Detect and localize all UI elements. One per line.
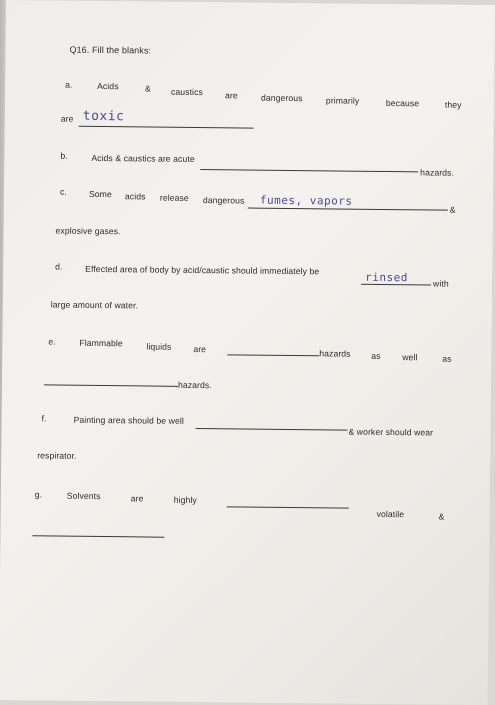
item-c-blank[interactable]: [248, 208, 448, 211]
item-f-blank[interactable]: [196, 428, 348, 431]
item-c-word: dangerous: [202, 195, 245, 206]
item-g-after-word: volatile: [376, 508, 405, 520]
item-c-word: release: [159, 192, 189, 203]
item-a-answer[interactable]: toxic: [82, 108, 125, 125]
item-a-blank[interactable]: [79, 126, 254, 129]
item-a-word: are: [224, 90, 238, 101]
item-g-word: Solvents: [66, 490, 101, 502]
item-c-answer[interactable]: fumes, vapors: [259, 193, 353, 208]
item-a-line2: are: [60, 113, 74, 124]
item-d-marker: d.: [55, 261, 63, 272]
item-d-answer[interactable]: rinsed: [365, 270, 408, 285]
item-c-word: acids: [124, 191, 146, 202]
item-e-blank-2[interactable]: [44, 384, 178, 386]
item-a-word: because: [385, 97, 420, 109]
item-f-marker: f.: [41, 413, 47, 424]
item-b-end: hazards.: [420, 167, 455, 178]
item-g-marker: g.: [34, 489, 43, 500]
item-c-word: Some: [88, 188, 112, 200]
item-a-word: Acids: [97, 80, 119, 92]
item-a-word: they: [444, 99, 462, 110]
item-a-word: dangerous: [260, 92, 303, 104]
item-e-word: liquids: [146, 341, 172, 352]
item-g-word: are: [130, 493, 144, 504]
item-e-after-word: as: [371, 350, 381, 361]
item-c-line2: explosive gases.: [55, 225, 121, 237]
item-b-marker: b.: [60, 150, 68, 161]
item-b-blank[interactable]: [200, 169, 418, 172]
item-g-blank-1[interactable]: [227, 506, 349, 508]
item-e-after-word: hazards: [319, 348, 351, 359]
item-e-blank-1[interactable]: [227, 354, 319, 356]
item-a-word: caustics: [170, 86, 203, 98]
item-c-marker: c.: [59, 186, 67, 197]
item-a-word: &: [145, 83, 151, 94]
item-d-line2: large amount of water.: [50, 299, 139, 311]
item-e-line2: hazards.: [177, 379, 212, 391]
item-f-line2: respirator.: [37, 450, 77, 461]
item-b-text: Acids & caustics are acute: [91, 152, 195, 164]
item-g-after-word: &: [438, 511, 445, 522]
item-d-text: Effected area of body by acid/caustic should immediately be: [85, 263, 320, 277]
item-f-end: & worker should wear: [348, 426, 434, 438]
item-e-marker: e.: [48, 336, 56, 347]
item-c-end: &: [449, 204, 456, 215]
item-e-word: Flammable: [79, 337, 123, 349]
item-f-text: Painting area should be well: [73, 414, 184, 426]
item-e-word: are: [193, 343, 207, 355]
question-title: Q16. Fill the blanks:: [69, 44, 152, 56]
item-d-end: with: [433, 278, 449, 289]
item-g-word: highly: [173, 494, 197, 506]
item-d-blank[interactable]: [361, 284, 431, 286]
item-g-blank-2[interactable]: [32, 535, 164, 537]
item-a-word: primarily: [325, 95, 360, 106]
item-e-after-word: well: [402, 352, 418, 363]
item-a-marker: a.: [65, 79, 73, 90]
item-e-after-word: as: [442, 353, 452, 364]
